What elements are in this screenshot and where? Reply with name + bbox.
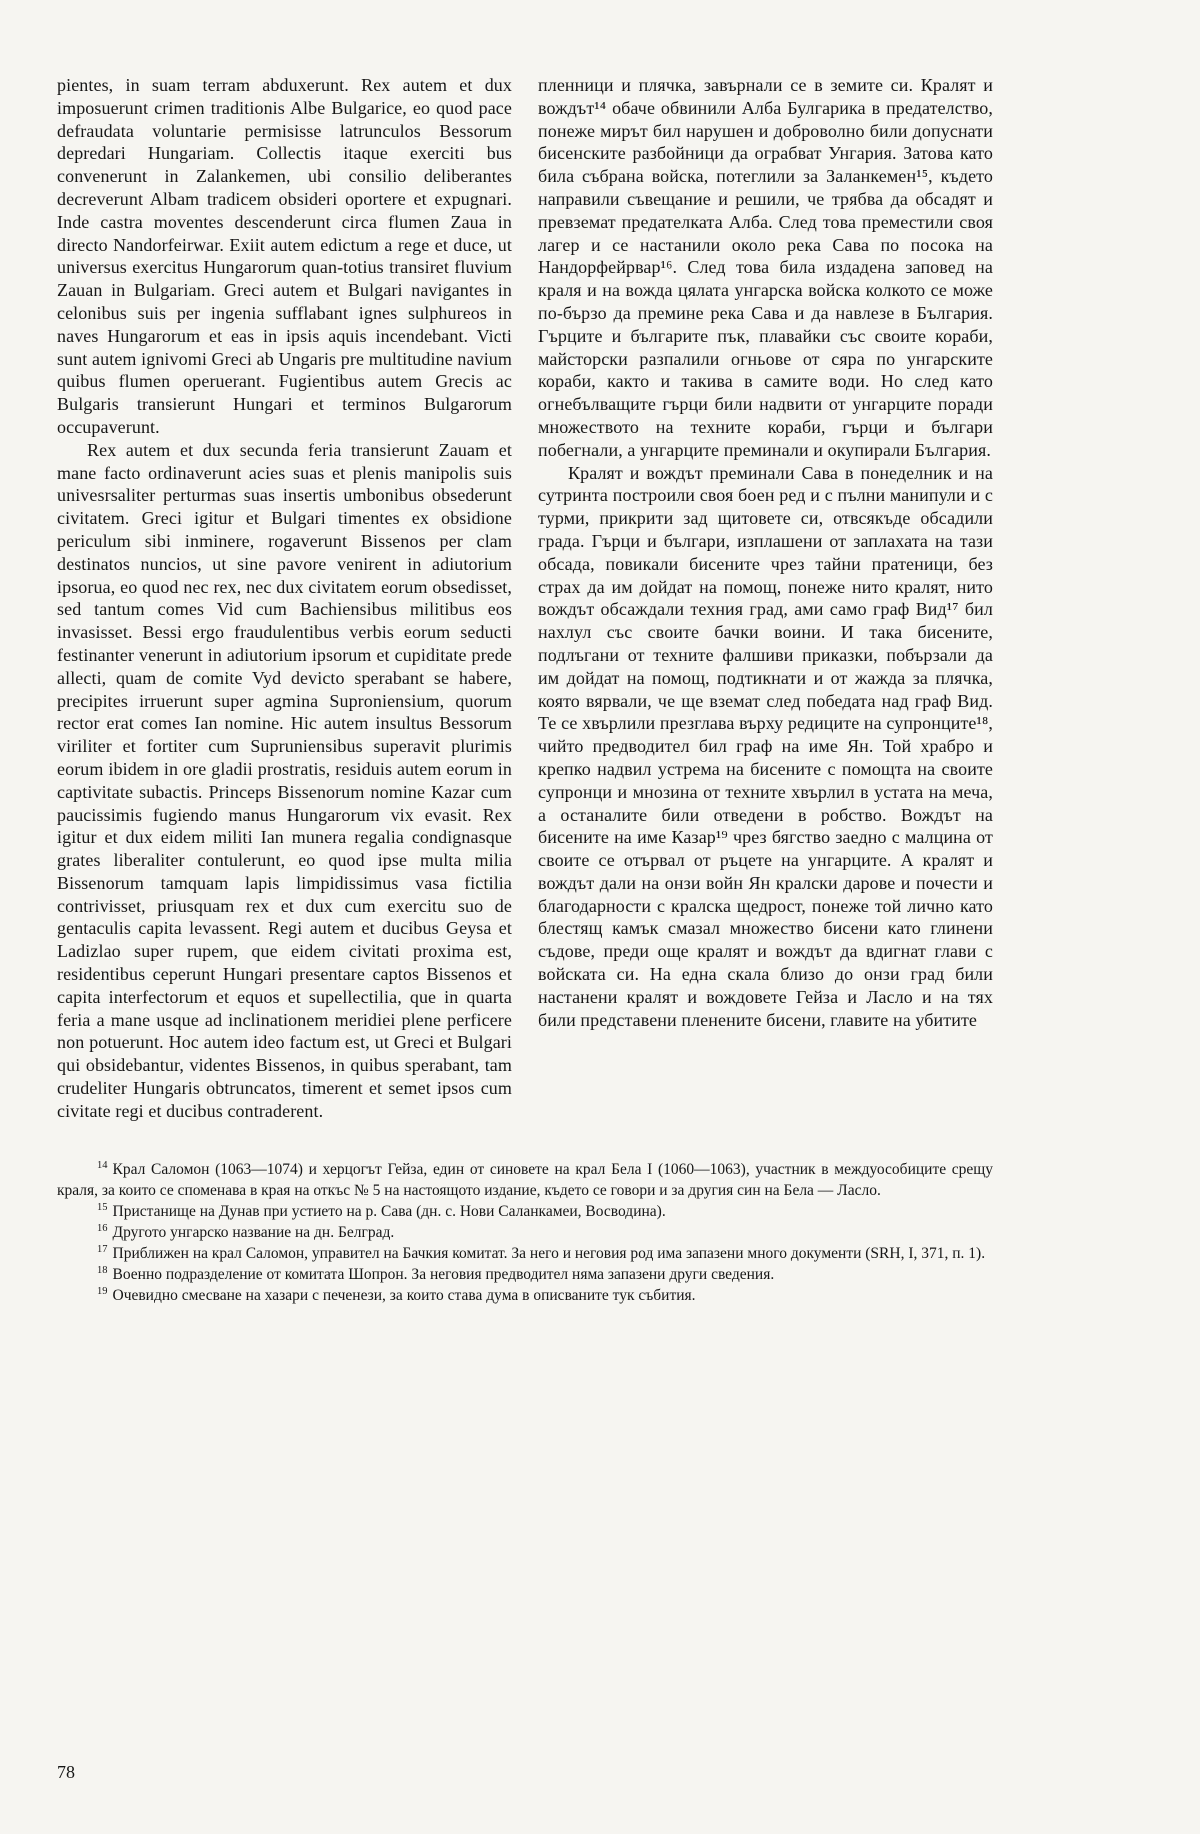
footnote-marker: 14 <box>97 1159 108 1171</box>
bulgarian-column <box>538 74 993 1123</box>
latin-column <box>57 74 512 1123</box>
footnote-16 <box>57 1222 993 1243</box>
footnote-text: Другото унгарско название на дн. Белград. <box>112 1223 395 1241</box>
text-block <box>57 74 993 1306</box>
footnote-marker: 19 <box>97 1285 108 1297</box>
footnote-text: Военно подразделение от комитата Шопрон. За неговия предводител няма запазени други сведения. <box>112 1265 775 1283</box>
footnote-marker: 18 <box>97 1264 108 1276</box>
footnote-18 <box>57 1264 993 1285</box>
bulgarian-paragraph-1: пленници и плячка, завърнали се в земите си. Кралят и вождът¹⁴ обаче обвинили Алба Булгарика в предателство, понеже мирът бил нарушен и доброволно били допуснати бисенските разбойници да ограбват Унгария. Затова като била събрана войска, потеглили за Заланкемен¹⁵, където направили съвещание и решили, че трябва да обсадят и превземат предателката Алба. След това преместили своя лагер и се настанили около река Сава по посока на Нандорфейрвар¹⁶. След това била издадена заповед на краля и на вожда цялата унгарска войска колкото се може по-бързо да премине река Сава и да навлезе в България. Гърците и българите пък, плавайки със своите кораби, майсторски разпалили огньове от сяра по унгарските кораби, както и такива в самите води. Но след като огнебълващите гърци били надвити от унгарците поради множеството на техните кораби, гърци и българи побегнали, а унгарците преминали и окупирали България. <box>538 75 993 460</box>
latin-paragraph-2: Rex autem et dux secunda feria transierunt Zauam et mane facto ordinaverunt acies suas et plenis manipolis suis univesrsaliter perturmas suas insertis umbonibus obsederunt civitatem. Greci igitur et Bulgari timentes ex obsidione periculum sibi inminere, rogaverunt Bissenos per clam destinatos nuncios, ut sine pavore venirent in adiutorium ipsorua, eo quod nec rex, nec dux civitatem eorum obsedisset, sed tantum comes Vid cum Bachiensibus militibus eos invasisset. Bessi ergo fraudulentibus verbis eorum seducti festinanter venerunt in adiutorium ipsorum et cupiditate prede allecti, quam de comite Vyd devicto sperabant se habere, precipites irruerunt super agmina Suproniensium, quorum rector erat comes Ian nomine. Hic autem insultus Bessorum viriliter et fortiter cum Supruniensibus superavit plurimis eorum ibidem in ore gladii prostratis, residuis autem eorum in captivitate subactis. Princeps Bissenorum nomine Kazar cum paucissimis fugiendo manus Hungarorum vix evasit. Rex igitur et dux eidem militi Ian munera regalia condignasque grates liberaliter contulerunt, eo quod ipse multa milia Bissenorum tamquam lapis limpidissimus vasa fictilia contrivisset, priusquam rex et dux cum exercitu suo de gentaculis capita levassent. Regi autem et ducibus Geysa et Ladizlao super rupem, que eidem civitati proxima est, residentibus ceperunt Hungari presentare captos Bissenos et capita interfectorum et equos et supellectilia, que in quarta feria a mane usque ad inclinationem meridiei plene perficere non potuerunt. Hoc autem ideo factum est, ut Greci et Bulgari qui obsidebantur, videntes Bissenos, in quibus sperabant, tam crudeliter Hungaris obtruncatos, timerent et semet ipsos cum civitate regi et ducibus contraderent. <box>57 439 512 1121</box>
footnote-17 <box>57 1243 993 1264</box>
footnote-marker: 15 <box>97 1201 108 1213</box>
footnote-text: Приближен на крал Саломон, управител на Бачкия комитат. За него и неговия род има запазени много документи (SRH, I, 371, п. 1). <box>112 1244 986 1262</box>
main-text-columns <box>57 74 993 1123</box>
page-number: 78 <box>57 1762 75 1782</box>
footnote-14 <box>57 1159 993 1201</box>
footnote-15 <box>57 1201 993 1222</box>
latin-paragraph-1: pientes, in suam terram abduxerunt. Rex autem et dux imposuerunt crimen traditionis Albe Bulgarice, eo quod pace defraudata voluntarie permisisse latrunculos Bessorum depredari Hungariam. Collectis itaque exerciti bus convenerunt in Zalankemen, ubi consilio deliberantes decreverunt Albam tradicem obsideri oportere et expugnari. Inde castra moventes descenderunt circa flumen Zaua in directo Nandorfeirwar. Exiit autem edictum a rege et duce, ut universus exercitus Hungarorum quan-totius transiret fluvium Zauan in Bulgariam. Greci autem et Bulgari navigantes in celonibus suis per ingenia sufflabant ignes sulphureos in naves Hungarorum et eas in ipsis aquis incendebant. Victi sunt autem ignivomi Greci ab Ungaris pre multitudine navium quibus flumen operuerant. Fugientibus autem Grecis ac Bulgaris transierunt Hungari et terminos Bulgarorum occupaverunt. <box>57 75 512 437</box>
footnote-marker: 17 <box>97 1243 108 1255</box>
footnote-text: Пристанище на Дунав при устието на р. Сава (дн. с. Нови Саланкамеи, Восводина). <box>112 1202 666 1220</box>
footnote-text: Очевидно смесване на хазари с печенези, за които става дума в описваните тук събития. <box>112 1286 696 1304</box>
footnote-19 <box>57 1285 993 1306</box>
footnote-marker: 16 <box>97 1222 108 1234</box>
footnote-text: Крал Саломон (1063—1074) и херцогът Гейза, един от синовете на крал Бела I (1060—1063), участник в междуособиците срещу краля, за които се споменава в края на откъс № 5 на настоящото издание, където се говори и за другия син на Бела — Ласло. <box>57 1160 993 1199</box>
bulgarian-paragraph-2: Кралят и вождът преминали Сава в понеделник и на сутринта построили своя боен ред и с пълни манипули и с турми, прикрити зад щитовете си, отвсякъде обсадили града. Гърци и българи, изплашени от заплахата на тази обсада, повикали бисените чрез тайни пратеници, без страх да им дойдат на помощ, понеже нито кралят, нито вождът обсаждали техния град, ами само граф Вид¹⁷ бил нахлул със своите бачки воини. И така бисените, подлъгани от техните фалшиви приказки, побързали да им дойдат на помощ, подтикнати и от жажда за плячка, която вярвали, че ще вземат след победата над граф Вид. Те се хвърлили презглава върху редиците на супронците¹⁸, чийто предводител бил граф на име Ян. Той храбро и крепко надвил устрема на бисените с помощта на своите супронци и мнозина от техните хвърлил в устата на меча, а останалите били отведени в робство. Вождът на бисените на име Казар¹⁹ чрез бягство заедно с малцина от своите се отървал от ръцете на унгарците. А кралят и вождът дали на онзи войн Ян кралски дарове и почести и благодарности с кралска щедрост, понеже той лично като блестящ камък смазал множество бисени като глинени съдове, преди още кралят и вождът да вдигнат глави с войската си. На една скала близо до онзи град били настанени кралят и вождовете Гейза и Ласло и на тях били представени пленените бисени, главите на убитите <box>538 462 993 1030</box>
footnotes-section <box>57 1159 993 1306</box>
